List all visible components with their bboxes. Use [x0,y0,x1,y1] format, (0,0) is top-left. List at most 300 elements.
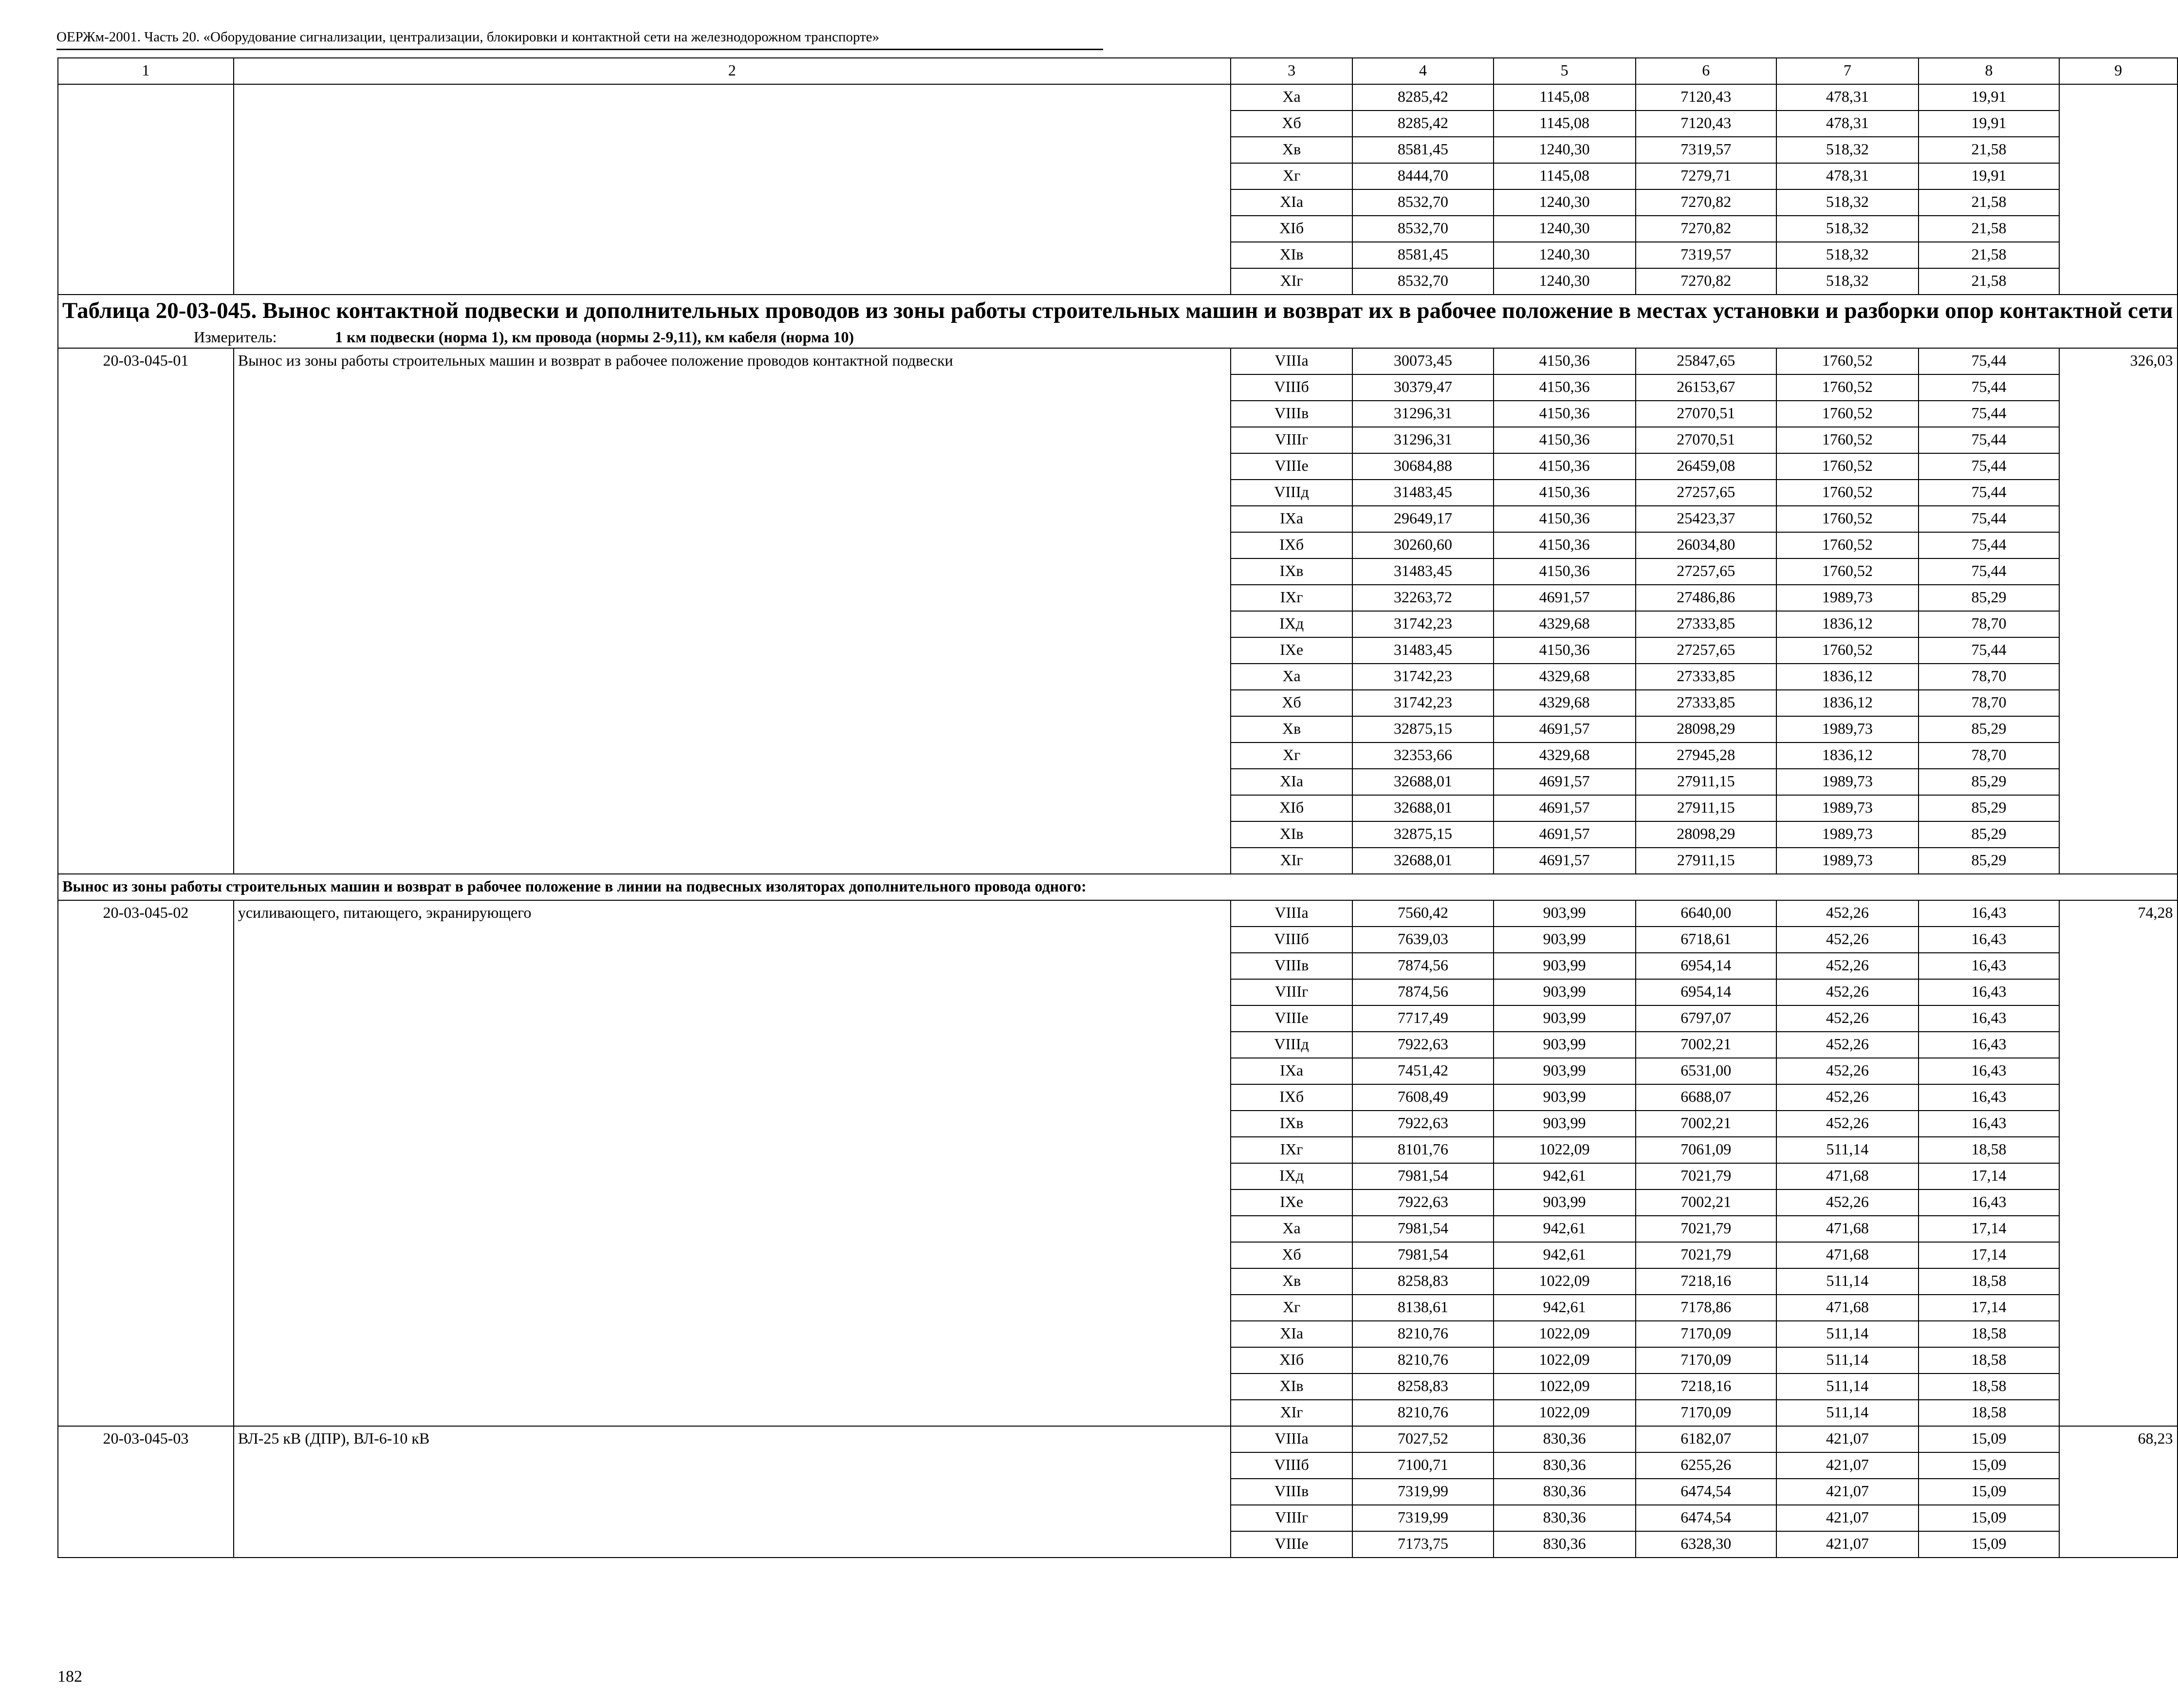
machine-operator-wage-cell: 1989,73 [1776,795,1919,821]
resource-code: 20-03-045-02 [58,900,234,1426]
total-cost-cell: 29649,17 [1352,506,1493,532]
zone-cell: IXд [1231,611,1353,637]
measure-line [62,326,2173,348]
materials-cost-cell: 7021,79 [1636,1163,1776,1189]
wage-cell: 830,36 [1494,1452,1636,1479]
total-cost-cell: 8581,45 [1352,242,1493,268]
labor-cell: 85,29 [1919,585,2059,611]
wage-cell: 903,99 [1494,1005,1636,1032]
labor-cell: 16,43 [1919,1189,2059,1216]
labor-cell: 78,70 [1919,690,2059,716]
wage-cell: 4691,57 [1494,848,1636,874]
wage-cell: 830,36 [1494,1505,1636,1531]
wage-cell: 942,61 [1494,1242,1636,1268]
wage-cell: 4329,68 [1494,664,1636,690]
zone-cell: XIг [1231,268,1353,295]
materials-cost-cell: 27911,15 [1636,795,1776,821]
column-number: 9 [2059,58,2177,84]
materials-cost-cell: 7279,71 [1636,163,1776,189]
total-cost-cell: 31296,31 [1352,427,1493,453]
materials-cost-cell: 7002,21 [1636,1189,1776,1216]
labor-cell: 15,09 [1919,1452,2059,1479]
materials-cost-cell: 25423,37 [1636,506,1776,532]
materials-cost-cell: 27333,85 [1636,611,1776,637]
zone-cell: VIIIв [1231,953,1353,979]
total-cost-cell: 8581,45 [1352,137,1493,163]
zone-cell: VIIIa [1231,1426,1353,1452]
total-cost-cell: 31742,23 [1352,611,1493,637]
wage-cell: 903,99 [1494,1189,1636,1216]
wage-cell: 903,99 [1494,900,1636,927]
materials-cost-cell: 6474,54 [1636,1479,1776,1505]
machine-operator-wage-cell: 1989,73 [1776,821,1919,848]
labor-cell: 17,14 [1919,1295,2059,1321]
machine-operator-wage-cell: 471,68 [1776,1295,1919,1321]
table-title: Таблица 20-03-045. Вынос контактной подвески и дополнительных проводов из зоны работы строительных машин и возврат их в рабочее положение в местах установки и разборки опор контактной сети [62,298,2173,323]
table-row [58,84,2178,111]
wage-cell: 1240,30 [1494,216,1636,242]
machine-operator-wage-cell: 1760,52 [1776,506,1919,532]
zone-cell: IXa [1231,506,1353,532]
materials-cost-cell: 27070,51 [1636,427,1776,453]
machine-operator-wage-cell: 452,26 [1776,1032,1919,1058]
table-row [58,348,2178,374]
labor-cell: 16,43 [1919,1084,2059,1111]
zone-cell: VIIIa [1231,900,1353,927]
machine-operator-wage-cell: 511,14 [1776,1137,1919,1163]
machine-operator-wage-cell: 1760,52 [1776,558,1919,585]
materials-cost-cell: 27333,85 [1636,690,1776,716]
machine-operator-wage-cell: 511,14 [1776,1321,1919,1347]
labor-cell: 19,91 [1919,111,2059,137]
machine-operator-wage-cell: 511,14 [1776,1400,1919,1426]
zone-cell: Xa [1231,664,1353,690]
subheading-row [58,874,2178,900]
labor-cell: 16,43 [1919,1058,2059,1084]
labor-cell: 15,09 [1919,1479,2059,1505]
zone-cell: VIIIe [1231,1005,1353,1032]
total-cost-cell: 8532,70 [1352,189,1493,216]
machine-operator-wage-cell: 1760,52 [1776,401,1919,427]
labor-cell: 18,58 [1919,1400,2059,1426]
machine-operator-wage-cell: 452,26 [1776,1189,1919,1216]
machine-operator-wage-cell: 1760,52 [1776,427,1919,453]
machine-operator-wage-cell: 1760,52 [1776,348,1919,374]
labor-cell: 75,44 [1919,637,2059,664]
labor-cell: 18,58 [1919,1347,2059,1374]
table-title-cell [58,295,2178,348]
zone-cell: XIб [1231,795,1353,821]
materials-cost-cell: 28098,29 [1636,821,1776,848]
zone-cell: XIв [1231,242,1353,268]
work-name: Вынос из зоны работы строительных машин и возврат в рабочее положение проводов контактной подвески [234,348,1231,874]
zone-cell: IXв [1231,558,1353,585]
machine-operator-wage-cell: 421,07 [1776,1452,1919,1479]
machine-operator-wage-cell: 518,32 [1776,189,1919,216]
zone-cell: IXб [1231,1084,1353,1111]
wage-cell: 1022,09 [1494,1137,1636,1163]
total-cost-cell: 7981,54 [1352,1242,1493,1268]
labor-cell: 75,44 [1919,401,2059,427]
wage-cell: 1022,09 [1494,1321,1636,1347]
labor-cell: 85,29 [1919,795,2059,821]
machine-operator-wage-cell: 452,26 [1776,1058,1919,1084]
labor-cell: 16,43 [1919,927,2059,953]
labor-cell: 19,91 [1919,163,2059,189]
materials-cost-cell: 6255,26 [1636,1452,1776,1479]
machine-operator-wage-cell: 421,07 [1776,1531,1919,1558]
materials-cost-cell: 27911,15 [1636,769,1776,795]
wage-cell: 830,36 [1494,1426,1636,1452]
materials-cost-cell: 6688,07 [1636,1084,1776,1111]
materials-cost-cell: 7002,21 [1636,1032,1776,1058]
labor-cell: 15,09 [1919,1426,2059,1452]
total-cost-cell: 30073,45 [1352,348,1493,374]
total-cost-cell: 7100,71 [1352,1452,1493,1479]
wage-cell: 903,99 [1494,953,1636,979]
zone-cell: Xб [1231,690,1353,716]
machine-operator-wage-cell: 518,32 [1776,268,1919,295]
total-cost-cell: 32688,01 [1352,769,1493,795]
zone-cell: XIб [1231,216,1353,242]
total-cost-cell: 7981,54 [1352,1216,1493,1242]
materials-cost-cell: 26034,80 [1636,532,1776,558]
materials-cost-cell: 27257,65 [1636,480,1776,506]
materials-cost-cell: 7170,09 [1636,1347,1776,1374]
wage-cell: 4150,36 [1494,374,1636,401]
machine-operator-wage-cell: 511,14 [1776,1347,1919,1374]
wage-cell: 830,36 [1494,1479,1636,1505]
machine-operator-wage-cell: 452,26 [1776,1084,1919,1111]
total-cost-cell: 32263,72 [1352,585,1493,611]
zone-cell: XIг [1231,1400,1353,1426]
zone-cell: XIa [1231,189,1353,216]
table-title-row [58,295,2178,348]
labor-cost-cell: 74,28 [2059,900,2177,1426]
wage-cell: 4329,68 [1494,611,1636,637]
wage-cell: 4150,36 [1494,480,1636,506]
wage-cell: 1240,30 [1494,242,1636,268]
zone-cell: XIa [1231,1321,1353,1347]
wage-cell: 4691,57 [1494,716,1636,743]
page-number: 182 [57,1668,82,1686]
wage-cell: 1022,09 [1494,1347,1636,1374]
wage-cell: 4150,36 [1494,558,1636,585]
labor-cell: 17,14 [1919,1242,2059,1268]
labor-cell: 15,09 [1919,1531,2059,1558]
zone-cell: VIIIг [1231,427,1353,453]
zone-cell: XIг [1231,848,1353,874]
labor-cell: 21,58 [1919,242,2059,268]
zone-cell: VIIIб [1231,1452,1353,1479]
machine-operator-wage-cell: 452,26 [1776,1111,1919,1137]
zone-cell: IXe [1231,1189,1353,1216]
labor-cell: 85,29 [1919,848,2059,874]
machine-operator-wage-cell: 452,26 [1776,927,1919,953]
materials-cost-cell: 6797,07 [1636,1005,1776,1032]
total-cost-cell: 7717,49 [1352,1005,1493,1032]
total-cost-cell: 7874,56 [1352,979,1493,1005]
zone-cell: Xб [1231,111,1353,137]
total-cost-cell: 31483,45 [1352,558,1493,585]
total-cost-cell: 32688,01 [1352,795,1493,821]
machine-operator-wage-cell: 1760,52 [1776,453,1919,480]
zone-cell: VIIIг [1231,979,1353,1005]
materials-cost-cell: 27486,86 [1636,585,1776,611]
labor-cell: 16,43 [1919,953,2059,979]
machine-operator-wage-cell: 1760,52 [1776,637,1919,664]
materials-cost-cell: 25847,65 [1636,348,1776,374]
total-cost-cell: 8258,83 [1352,1268,1493,1295]
wage-cell: 4691,57 [1494,821,1636,848]
wage-cell: 4150,36 [1494,532,1636,558]
materials-cost-cell: 7170,09 [1636,1400,1776,1426]
total-cost-cell: 32353,66 [1352,743,1493,769]
materials-cost-cell: 7021,79 [1636,1242,1776,1268]
zone-cell: Xв [1231,1268,1353,1295]
materials-cost-cell: 6718,61 [1636,927,1776,953]
measure-value: 1 км подвески (норма 1), км провода (нормы 2-9,11), км кабеля (норма 10) [335,328,854,346]
total-cost-cell: 8138,61 [1352,1295,1493,1321]
materials-cost-cell: 7218,16 [1636,1374,1776,1400]
total-cost-cell: 7560,42 [1352,900,1493,927]
materials-cost-cell: 27257,65 [1636,558,1776,585]
materials-cost-cell: 7061,09 [1636,1137,1776,1163]
materials-cost-cell: 6474,54 [1636,1505,1776,1531]
labor-cell: 75,44 [1919,453,2059,480]
labor-cell: 78,70 [1919,743,2059,769]
labor-cell: 75,44 [1919,558,2059,585]
machine-operator-wage-cell: 471,68 [1776,1216,1919,1242]
column-number: 2 [234,58,1231,84]
total-cost-cell: 31296,31 [1352,401,1493,427]
zone-cell: XIб [1231,1347,1353,1374]
wage-cell: 4150,36 [1494,348,1636,374]
wage-cell: 1145,08 [1494,84,1636,111]
total-cost-cell: 7981,54 [1352,1163,1493,1189]
zone-cell: IXб [1231,532,1353,558]
labor-cell: 75,44 [1919,427,2059,453]
labor-cell: 85,29 [1919,769,2059,795]
labor-cost-cell: 326,03 [2059,348,2177,874]
labor-cell: 16,43 [1919,1111,2059,1137]
column-number: 7 [1776,58,1919,84]
wage-cell: 4691,57 [1494,795,1636,821]
machine-operator-wage-cell: 452,26 [1776,979,1919,1005]
wage-cell: 1240,30 [1494,268,1636,295]
labor-cell: 18,58 [1919,1374,2059,1400]
machine-operator-wage-cell: 421,07 [1776,1426,1919,1452]
zone-cell: VIIIв [1231,1479,1353,1505]
machine-operator-wage-cell: 452,26 [1776,900,1919,927]
labor-cell: 15,09 [1919,1505,2059,1531]
labor-cell: 78,70 [1919,611,2059,637]
wage-cell: 4329,68 [1494,743,1636,769]
machine-operator-wage-cell: 1989,73 [1776,848,1919,874]
wage-cell: 903,99 [1494,1084,1636,1111]
machine-operator-wage-cell: 471,68 [1776,1163,1919,1189]
materials-cost-cell: 7120,43 [1636,111,1776,137]
machine-operator-wage-cell: 511,14 [1776,1374,1919,1400]
resource-code: 20-03-045-03 [58,1426,234,1558]
materials-cost-cell: 27333,85 [1636,664,1776,690]
zone-cell: IXa [1231,1058,1353,1084]
labor-cell: 85,29 [1919,716,2059,743]
labor-cell: 75,44 [1919,506,2059,532]
zone-cell: IXв [1231,1111,1353,1137]
total-cost-cell: 8532,70 [1352,216,1493,242]
total-cost-cell: 30379,47 [1352,374,1493,401]
total-cost-cell: 31483,45 [1352,480,1493,506]
zone-cell: Xв [1231,137,1353,163]
zone-cell: Xa [1231,84,1353,111]
machine-operator-wage-cell: 452,26 [1776,953,1919,979]
materials-cost-cell: 6531,00 [1636,1058,1776,1084]
total-cost-cell: 7319,99 [1352,1505,1493,1531]
labor-cell: 21,58 [1919,268,2059,295]
zone-cell: Xг [1231,743,1353,769]
zone-cell: VIIIд [1231,1032,1353,1058]
materials-cost-cell: 7270,82 [1636,216,1776,242]
machine-operator-wage-cell: 471,68 [1776,1242,1919,1268]
labor-cell: 16,43 [1919,1005,2059,1032]
total-cost-cell: 8101,76 [1352,1137,1493,1163]
machine-operator-wage-cell: 421,07 [1776,1479,1919,1505]
materials-cost-cell: 28098,29 [1636,716,1776,743]
machine-operator-wage-cell: 518,32 [1776,137,1919,163]
zone-cell: IXд [1231,1163,1353,1189]
wage-cell: 942,61 [1494,1163,1636,1189]
wage-cell: 4150,36 [1494,637,1636,664]
labor-cell: 19,91 [1919,84,2059,111]
machine-operator-wage-cell: 478,31 [1776,111,1919,137]
wage-cell: 1240,30 [1494,189,1636,216]
labor-cell: 17,14 [1919,1216,2059,1242]
machine-operator-wage-cell: 1760,52 [1776,532,1919,558]
total-cost-cell: 8210,76 [1352,1347,1493,1374]
labor-cell: 16,43 [1919,1032,2059,1058]
total-cost-cell: 7027,52 [1352,1426,1493,1452]
machine-operator-wage-cell: 1836,12 [1776,664,1919,690]
materials-cost-cell: 27945,28 [1636,743,1776,769]
zone-cell: VIIIб [1231,927,1353,953]
total-cost-cell: 7451,42 [1352,1058,1493,1084]
wage-cell: 4329,68 [1494,690,1636,716]
wage-cell: 942,61 [1494,1295,1636,1321]
materials-cost-cell: 26459,08 [1636,453,1776,480]
zone-cell: XIв [1231,1374,1353,1400]
total-cost-cell: 30684,88 [1352,453,1493,480]
rates-table [57,57,2178,1558]
table-row [58,900,2178,927]
materials-cost-cell: 6640,00 [1636,900,1776,927]
machine-operator-wage-cell: 1760,52 [1776,480,1919,506]
labor-cell: 21,58 [1919,216,2059,242]
materials-cost-cell: 7002,21 [1636,1111,1776,1137]
zone-cell: Xг [1231,1295,1353,1321]
table-row [58,1426,2178,1452]
machine-operator-wage-cell: 1836,12 [1776,743,1919,769]
materials-cost-cell: 7178,86 [1636,1295,1776,1321]
wage-cell: 903,99 [1494,1111,1636,1137]
zone-cell: VIIIг [1231,1505,1353,1531]
wage-cell: 4150,36 [1494,401,1636,427]
total-cost-cell: 32875,15 [1352,716,1493,743]
total-cost-cell: 7319,99 [1352,1479,1493,1505]
machine-operator-wage-cell: 1836,12 [1776,611,1919,637]
zone-cell: VIIIe [1231,453,1353,480]
wage-cell: 1022,09 [1494,1374,1636,1400]
zone-cell: VIIIб [1231,374,1353,401]
machine-operator-wage-cell: 511,14 [1776,1268,1919,1295]
column-number: 6 [1636,58,1776,84]
total-cost-cell: 8258,83 [1352,1374,1493,1400]
column-number: 1 [58,58,234,84]
materials-cost-cell: 7319,57 [1636,137,1776,163]
zone-cell: XIa [1231,769,1353,795]
materials-cost-cell: 6954,14 [1636,953,1776,979]
zone-cell: XIв [1231,821,1353,848]
labor-cell: 78,70 [1919,664,2059,690]
zone-cell: IXг [1231,1137,1353,1163]
wage-cell: 903,99 [1494,927,1636,953]
wage-cell: 830,36 [1494,1531,1636,1558]
machine-operator-wage-cell: 478,31 [1776,84,1919,111]
wage-cell: 903,99 [1494,1032,1636,1058]
work-name: усиливающего, питающего, экранирующего [234,900,1231,1426]
labor-cell: 16,43 [1919,900,2059,927]
wage-cell: 1240,30 [1494,137,1636,163]
machine-operator-wage-cell: 1760,52 [1776,374,1919,401]
labor-cell: 85,29 [1919,821,2059,848]
wage-cell: 1022,09 [1494,1268,1636,1295]
wage-cell: 4691,57 [1494,769,1636,795]
materials-cost-cell: 27257,65 [1636,637,1776,664]
zone-cell: VIIIa [1231,348,1353,374]
labor-cell: 75,44 [1919,348,2059,374]
wage-cell: 4150,36 [1494,427,1636,453]
zone-cell: IXe [1231,637,1353,664]
materials-cost-cell: 26153,67 [1636,374,1776,401]
wage-cell: 903,99 [1494,1058,1636,1084]
machine-operator-wage-cell: 1989,73 [1776,716,1919,743]
total-cost-cell: 31742,23 [1352,664,1493,690]
labor-cell: 75,44 [1919,480,2059,506]
machine-operator-wage-cell: 452,26 [1776,1005,1919,1032]
materials-cost-cell: 7120,43 [1636,84,1776,111]
total-cost-cell: 8285,42 [1352,111,1493,137]
total-cost-cell: 31742,23 [1352,690,1493,716]
column-number: 3 [1231,58,1353,84]
labor-cell: 18,58 [1919,1268,2059,1295]
machine-operator-wage-cell: 421,07 [1776,1505,1919,1531]
materials-cost-cell: 7319,57 [1636,242,1776,268]
labor-cell: 75,44 [1919,532,2059,558]
column-number: 8 [1919,58,2059,84]
total-cost-cell: 8210,76 [1352,1321,1493,1347]
machine-operator-wage-cell: 1989,73 [1776,769,1919,795]
materials-cost-cell: 7270,82 [1636,268,1776,295]
total-cost-cell: 31483,45 [1352,637,1493,664]
materials-cost-cell: 7270,82 [1636,189,1776,216]
zone-cell: IXг [1231,585,1353,611]
total-cost-cell: 7922,63 [1352,1111,1493,1137]
materials-cost-cell: 7170,09 [1636,1321,1776,1347]
page-header: ОЕРЖм-2001. Часть 20. «Оборудование сигнализации, централизации, блокировки и контактной сети на железнодорожном транспорте» [56,27,1103,50]
resource-code: 20-03-045-01 [58,348,234,874]
zone-cell: VIIIв [1231,401,1353,427]
materials-cost-cell: 27070,51 [1636,401,1776,427]
